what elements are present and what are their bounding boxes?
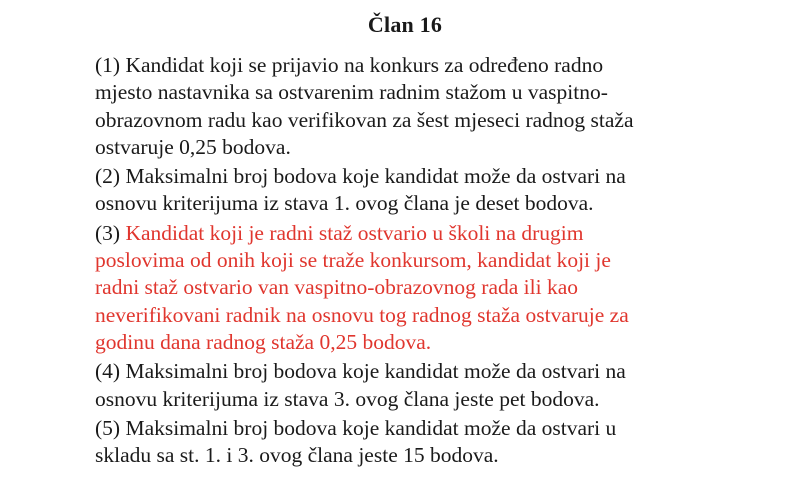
article-body	[95, 52, 795, 469]
paragraph-text: Maksimalni broj bodova koje kandidat može da ostvari na	[125, 359, 626, 384]
paragraph-text: Kandidat koji se prijavio na konkurs za određeno radno	[125, 53, 604, 77]
paragraph-line: osnovu kriterijuma iz stava 3. ovog člana jeste pet bodova.	[95, 386, 600, 411]
paragraph-1	[95, 52, 795, 161]
paragraph-line: obrazovnom radu kao verifikovan za šest mjeseci radnog staža	[95, 107, 634, 132]
paragraph-line	[95, 358, 795, 385]
paragraph-number: (3)	[95, 220, 121, 245]
paragraph-2	[95, 163, 795, 218]
paragraph-4	[95, 358, 795, 413]
highlighted-line: godinu dana radnog staža 0,25 bodova.	[95, 329, 432, 354]
highlighted-line: neverifikovani radnik na osnovu tog radnog staža ostvaruje za	[95, 302, 629, 327]
paragraph-text: Maksimalni broj bodova koje kandidat može da ostvari u	[125, 415, 617, 440]
paragraph-number: (5)	[95, 415, 121, 440]
highlighted-line: radni staž ostvario van vaspitno-obrazovnog rada ili kao	[95, 275, 579, 300]
article-title: Član 16	[367, 12, 443, 37]
paragraph-3	[95, 220, 795, 356]
paragraph-number: (4)	[95, 359, 121, 384]
paragraph-line	[95, 52, 795, 79]
paragraph-text: Maksimalni broj bodova koje kandidat može da ostvari na	[125, 164, 626, 189]
paragraph-5	[95, 415, 795, 470]
paragraph-line	[95, 415, 795, 442]
highlighted-text: Kandidat koji je radni staž ostvario u školi na drugim	[125, 220, 584, 245]
paragraph-number: (2)	[95, 164, 121, 189]
paragraph-line	[95, 163, 795, 190]
paragraph-number: (1)	[95, 53, 121, 77]
paragraph-line: skladu sa st. 1. i 3. ovog člana jeste 15 bodova.	[95, 443, 499, 468]
paragraph-line: mjesto nastavnika sa ostvarenim radnim stažom u vaspitno-	[95, 80, 608, 105]
paragraph-line	[95, 220, 795, 247]
highlighted-line: poslovima od onih koji se traže konkursom, kandidat koji je	[95, 248, 611, 273]
paragraph-line: ostvaruje 0,25 bodova.	[95, 134, 291, 159]
paragraph-line: osnovu kriterijuma iz stava 1. ovog člana je deset bodova.	[95, 191, 594, 216]
